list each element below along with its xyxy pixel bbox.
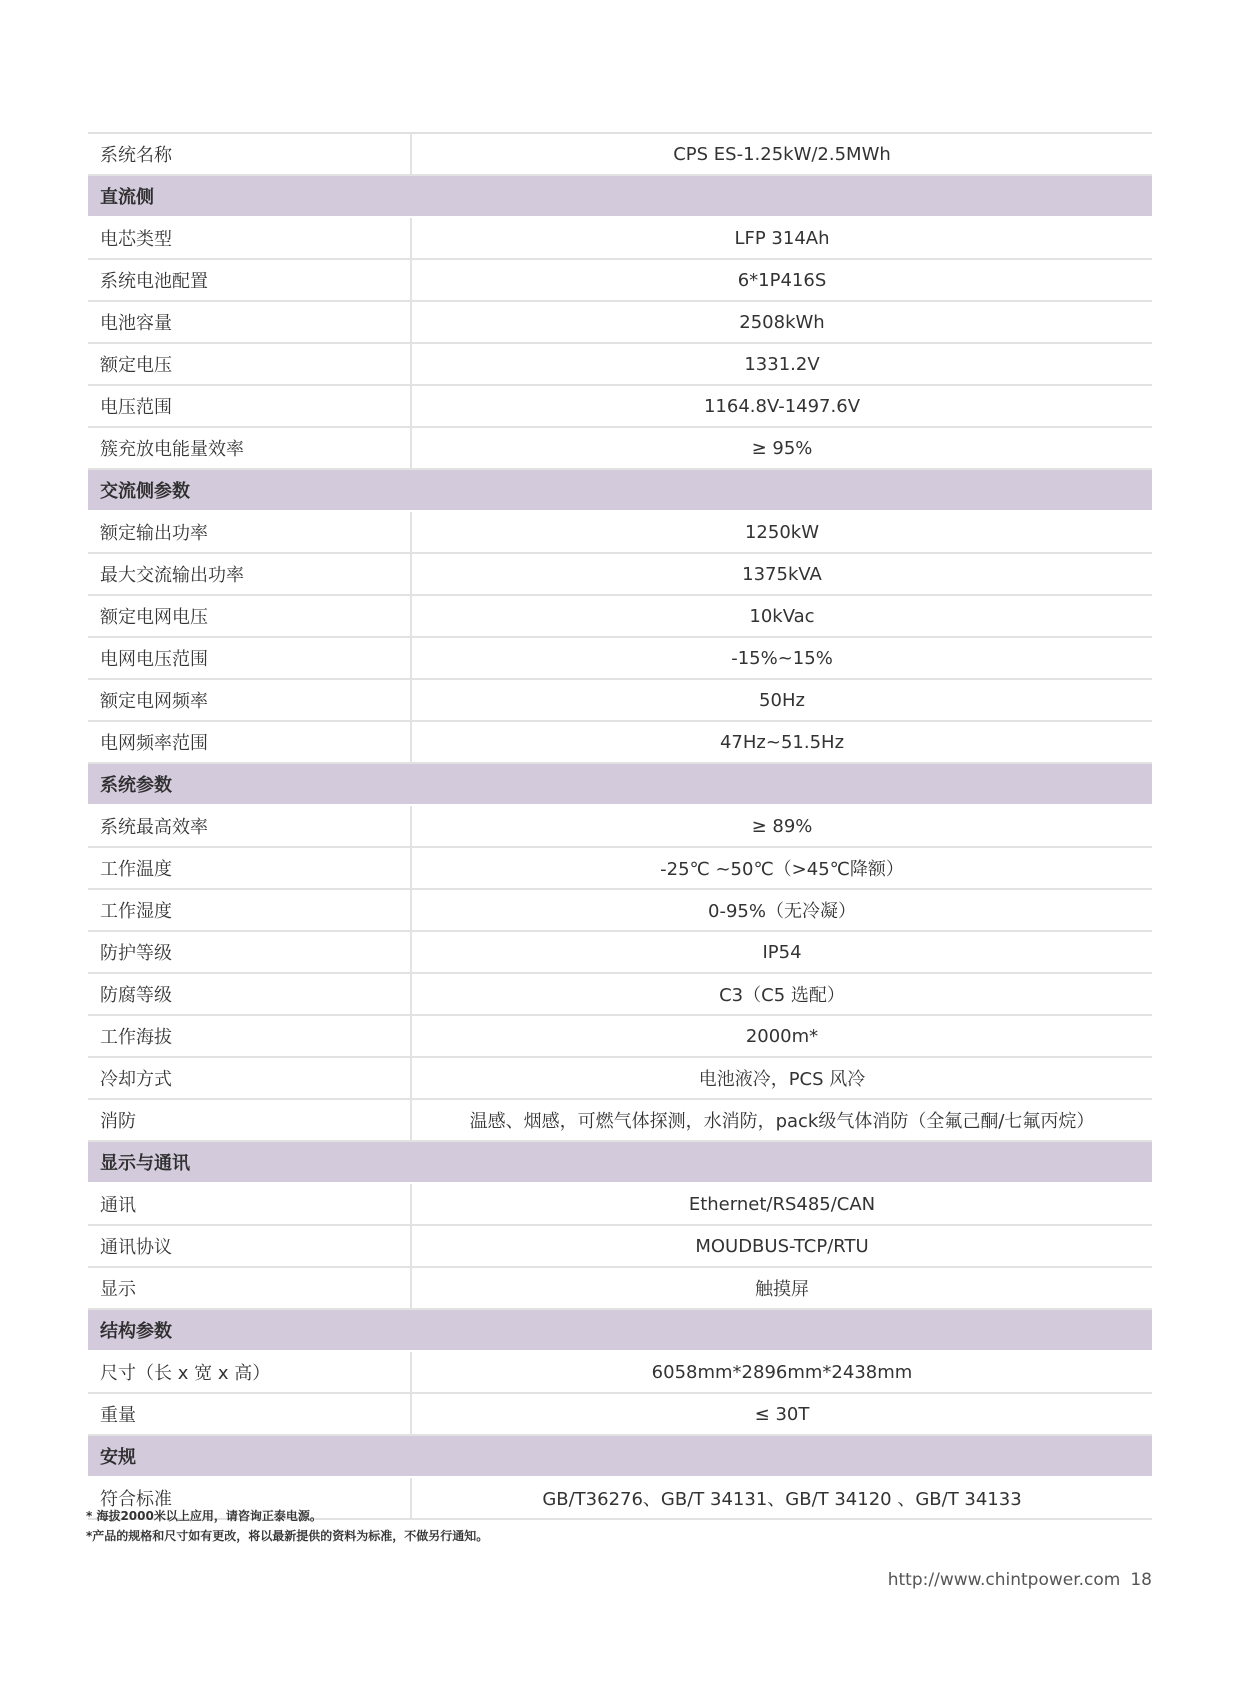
table-row — [88, 1058, 1152, 1100]
table-row — [88, 512, 1152, 554]
row-label: 系统电池配置 — [88, 260, 412, 300]
website-url: http://www.chintpower.com — [887, 1570, 1121, 1590]
row-value: ≤ 30T — [754, 1403, 810, 1425]
table-row — [88, 302, 1152, 344]
row-label: 额定输出功率 — [88, 512, 412, 552]
row-value: 1164.8V-1497.6V — [703, 395, 861, 417]
table-row — [88, 1394, 1152, 1436]
row-value: GB/T36276、GB/T 34131、GB/T 34120 、GB/T 34133 — [542, 1489, 1022, 1510]
row-value: 2508kWh — [739, 311, 825, 333]
row-label: 工作湿度 — [88, 890, 412, 930]
section-header — [88, 1436, 1152, 1478]
table-row — [88, 680, 1152, 722]
row-label: 防腐等级 — [88, 974, 412, 1014]
row-value: 0-95%（无冷凝） — [708, 901, 856, 922]
table-row — [88, 218, 1152, 260]
table-row — [88, 386, 1152, 428]
row-label: 簇充放电能量效率 — [88, 428, 412, 468]
row-label: 额定电网电压 — [88, 596, 412, 636]
row-label: 电网电压范围 — [88, 638, 412, 678]
row-value: 6058mm*2896mm*2438mm — [651, 1361, 913, 1383]
row-value: 50Hz — [759, 689, 805, 711]
row-value: 10kVac — [749, 605, 815, 627]
table-row — [88, 134, 1152, 176]
footnotes — [86, 1506, 488, 1546]
row-value: LFP 314Ah — [734, 227, 830, 249]
row-value: 温感、烟感，可燃气体探测，水消防，pack级气体消防（全氟己酮/七氟丙烷） — [469, 1111, 1095, 1132]
section-title: 结构参数 — [100, 1321, 172, 1342]
row-value: 6*1P416S — [737, 269, 827, 291]
row-label: 尺寸（长 x 宽 x 高） — [88, 1352, 412, 1392]
table-row — [88, 260, 1152, 302]
row-label: 防护等级 — [88, 932, 412, 972]
table-row — [88, 806, 1152, 848]
row-label: 消防 — [88, 1100, 412, 1140]
section-header — [88, 1142, 1152, 1184]
section-header — [88, 176, 1152, 218]
table-row — [88, 1226, 1152, 1268]
table-row — [88, 428, 1152, 470]
row-label: 额定电压 — [88, 344, 412, 384]
section-title: 显示与通讯 — [100, 1153, 190, 1174]
row-label: 最大交流输出功率 — [88, 554, 412, 594]
row-value: Ethernet/RS485/CAN — [688, 1193, 876, 1215]
table-row — [88, 638, 1152, 680]
row-value: ≥ 95% — [751, 437, 813, 459]
table-row — [88, 1184, 1152, 1226]
section-header — [88, 470, 1152, 512]
row-label: 重量 — [88, 1394, 412, 1434]
section-header — [88, 764, 1152, 806]
table-row — [88, 974, 1152, 1016]
row-label: 显示 — [88, 1268, 412, 1308]
row-label: 电压范围 — [88, 386, 412, 426]
row-value: IP54 — [762, 941, 802, 963]
table-row — [88, 1100, 1152, 1142]
row-value: 触摸屏 — [755, 1279, 809, 1300]
row-label: 工作海拔 — [88, 1016, 412, 1056]
row-value: C3（C5 选配） — [719, 985, 845, 1006]
row-value: 1331.2V — [744, 353, 820, 375]
table-row — [88, 344, 1152, 386]
row-label: 电芯类型 — [88, 218, 412, 258]
section-title: 系统参数 — [100, 775, 172, 796]
table-row — [88, 1016, 1152, 1058]
row-label: 系统名称 — [88, 134, 412, 174]
row-label: 系统最高效率 — [88, 806, 412, 846]
table-row — [88, 1268, 1152, 1310]
row-label: 额定电网频率 — [88, 680, 412, 720]
row-value: ≥ 89% — [751, 815, 813, 837]
table-row — [88, 596, 1152, 638]
section-title: 交流侧参数 — [100, 481, 190, 502]
spec-table — [88, 132, 1152, 1520]
table-row — [88, 890, 1152, 932]
table-row — [88, 848, 1152, 890]
footnote-specs-change: *产品的规格和尺寸如有更改，将以最新提供的资料为标准，不做另行通知。 — [86, 1529, 489, 1543]
row-value: CPS ES-1.25kW/2.5MWh — [673, 143, 891, 165]
row-value: 47Hz~51.5Hz — [719, 731, 845, 753]
table-row — [88, 1352, 1152, 1394]
row-label: 电池容量 — [88, 302, 412, 342]
row-label: 冷却方式 — [88, 1058, 412, 1098]
row-value: MOUDBUS-TCP/RTU — [695, 1235, 869, 1257]
footnote-altitude: * 海拔2000米以上应用，请咨询正泰电源。 — [86, 1509, 322, 1523]
section-title: 直流侧 — [100, 187, 154, 208]
row-value: 2000m* — [745, 1025, 819, 1047]
row-label: 电网频率范围 — [88, 722, 412, 762]
table-row — [88, 554, 1152, 596]
row-value: 电池液冷，PCS 风冷 — [698, 1069, 866, 1090]
row-label: 通讯 — [88, 1184, 412, 1224]
row-value: 1250kW — [744, 521, 820, 543]
row-label: 工作温度 — [88, 848, 412, 888]
table-row — [88, 722, 1152, 764]
row-label: 符合标准 — [88, 1478, 412, 1518]
page-footer — [888, 1570, 1152, 1590]
row-value: -25℃ ~50℃（>45℃降额） — [660, 859, 904, 880]
row-value: -15%~15% — [731, 647, 833, 669]
section-header — [88, 1310, 1152, 1352]
table-row — [88, 932, 1152, 974]
row-label: 通讯协议 — [88, 1226, 412, 1266]
page-number: 18 — [1130, 1570, 1152, 1590]
row-value: 1375kVA — [742, 563, 822, 585]
section-title: 安规 — [100, 1447, 136, 1468]
